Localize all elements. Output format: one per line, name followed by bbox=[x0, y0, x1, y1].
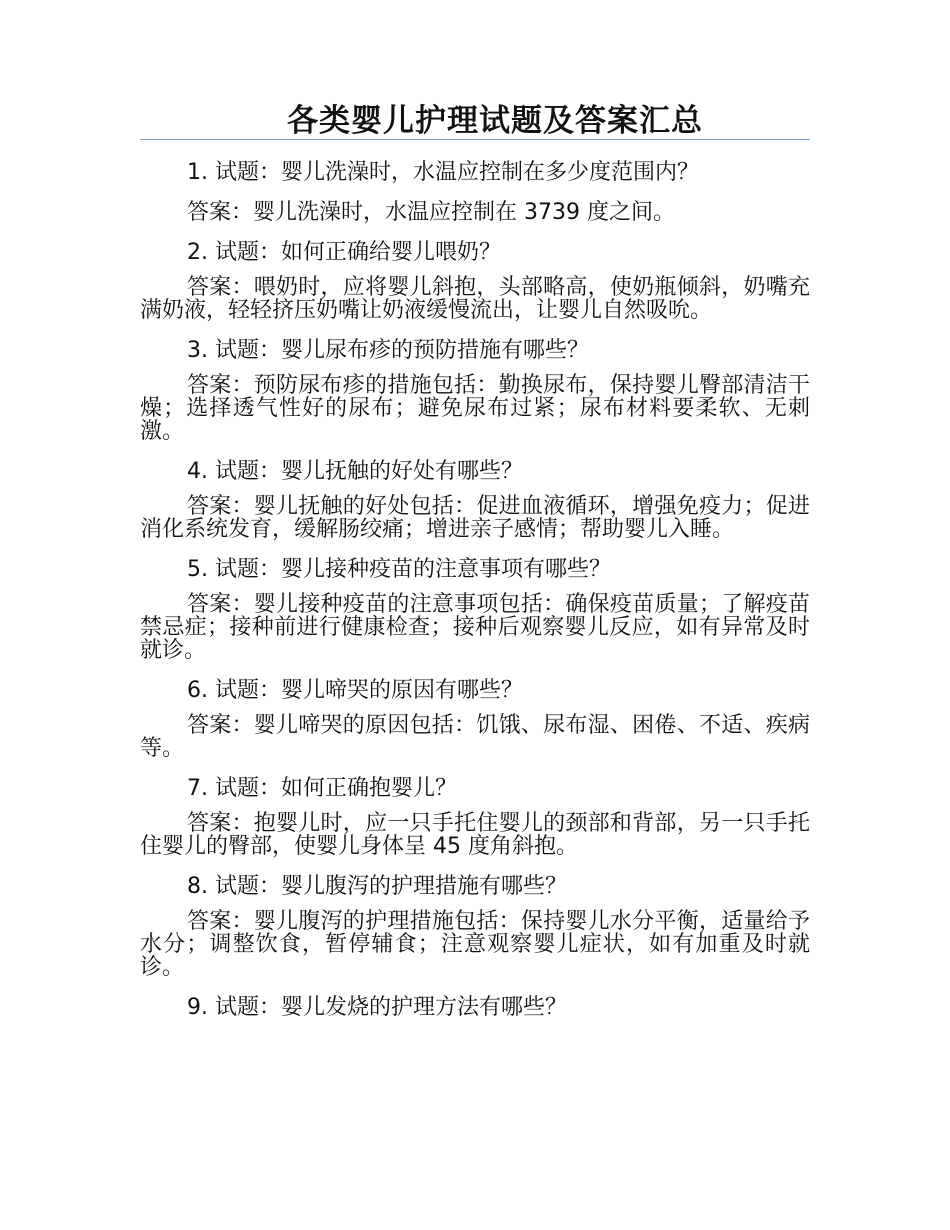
answer-3: 答案：预防尿布疹的措施包括：勤换尿布，保持婴儿臀部清洁干燥；选择透气性好的尿布；避免尿布过紧；尿布材料要柔软、无刺激。 bbox=[140, 373, 810, 444]
qa-list bbox=[140, 156, 810, 1031]
question-7: 7. 试题：如何正确抱婴儿？ bbox=[187, 776, 457, 801]
question-9: 9. 试题：婴儿发烧的护理方法有哪些？ bbox=[187, 995, 567, 1020]
answer-4: 答案：婴儿抚触的好处包括：促进血液循环，增强免疫力；促进消化系统发育，缓解肠绞痛；增进亲子感情；帮助婴儿入睡。 bbox=[140, 494, 810, 542]
question-1: 1. 试题：婴儿洗澡时，水温应控制在多少度范围内？ bbox=[187, 160, 699, 185]
question-6: 6. 试题：婴儿啼哭的原因有哪些？ bbox=[187, 678, 523, 703]
answer-6: 答案：婴儿啼哭的原因包括：饥饿、尿布湿、困倦、不适、疾病等。 bbox=[140, 713, 810, 761]
answer-7: 答案：抱婴儿时，应一只手托住婴儿的颈部和背部，另一只手托住婴儿的臀部，使婴儿身体呈 45 度角斜抱。 bbox=[140, 811, 810, 859]
question-5: 5. 试题：婴儿接种疫苗的注意事项有哪些？ bbox=[187, 557, 611, 582]
document-title: 各类婴儿护理试题及答案汇总 bbox=[287, 103, 703, 139]
answer-8: 答案：婴儿腹泻的护理措施包括：保持婴儿水分平衡，适量给予水分；调整饮食，暂停辅食；注意观察婴儿症状，如有加重及时就诊。 bbox=[140, 909, 810, 980]
question-3: 3. 试题：婴儿尿布疹的预防措施有哪些？ bbox=[187, 338, 589, 363]
title-underline bbox=[140, 139, 810, 140]
question-4: 4. 试题：婴儿抚触的好处有哪些？ bbox=[187, 459, 523, 484]
answer-5: 答案：婴儿接种疫苗的注意事项包括：确保疫苗质量；了解疫苗禁忌症；接种前进行健康检查；接种后观察婴儿反应，如有异常及时就诊。 bbox=[140, 592, 810, 663]
question-2: 2. 试题：如何正确给婴儿喂奶？ bbox=[187, 240, 501, 265]
answer-2: 答案：喂奶时，应将婴儿斜抱，头部略高，使奶瓶倾斜，奶嘴充满奶液，轻轻挤压奶嘴让奶液缓慢流出，让婴儿自然吸吮。 bbox=[140, 275, 810, 323]
question-8: 8. 试题：婴儿腹泻的护理措施有哪些？ bbox=[187, 874, 567, 899]
answer-1: 答案：婴儿洗澡时，水温应控制在 3739 度之间。 bbox=[187, 200, 675, 225]
